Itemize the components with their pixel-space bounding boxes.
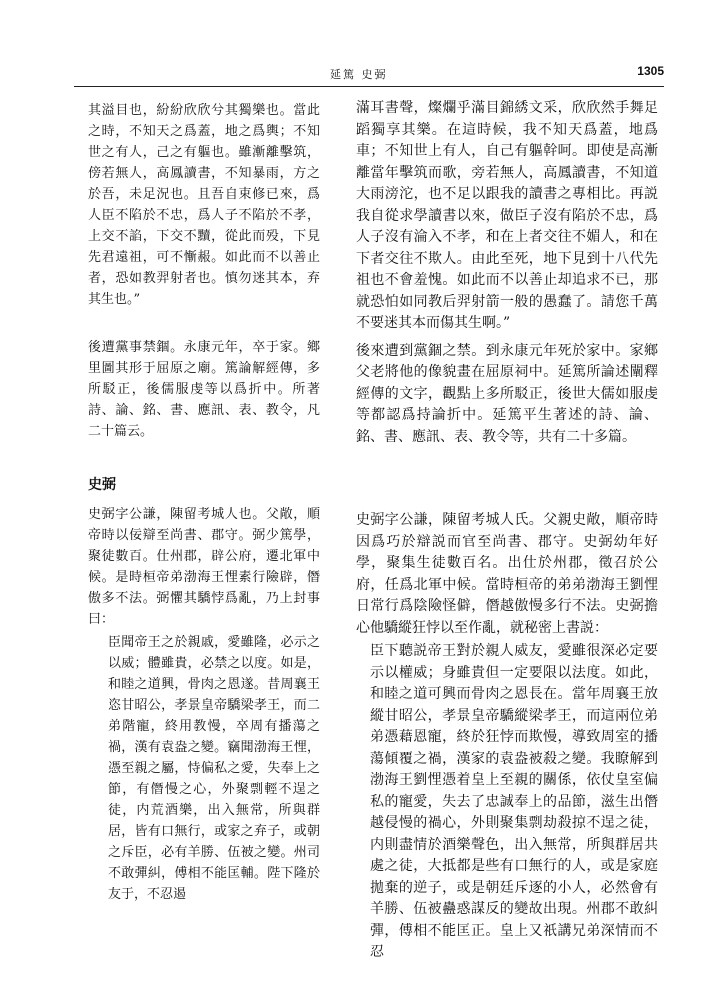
header-rule (74, 86, 664, 87)
translation-paragraph-3: 史弼字公謙，陳留考城人氏。父親史敞，順帝時因爲巧於辯説而官至尚書、郡守。史弼幼年好學，聚集生徒數百名。出仕於州郡，徵召於公府，任爲北軍中候。當時桓帝的弟弟渤海王劉悝日常行爲陰險怪僻，僭越傲慢多行不法。史弼擔心他驕縱狂悖以至作亂，就秘密上書説： (356, 512, 658, 636)
translation-memorial-quote: 臣下聽説帝王對於親人威友，愛雖很深必定要示以權威；身雖貴但一定要限以法度。如此，和睦之道可興而骨肉之恩長在。當年周襄王放縱甘昭公，孝景皇帝驕縱梁孝王，而這兩位弟弟憑藉恩寵，終於狂悖而欺慢，導致周室的播蕩傾覆之禍，漢家的袁盎被殺之變。我瞭解到渤海王劉悝憑着皇上至親的關係，依仗皇室偏私的寵愛，失去了忠誠奉上的品節，滋生出僭越侵慢的禍心，外則聚集剽劫殺掠不逞之徒，内則盡情於酒樂聲色，出入無常，所與群居共處之徒，大抵都是些有口無行的人，或是家庭拋棄的逆子，或是朝廷斥逐的小人，必然會有羊勝、伍被蠱惑謀反的變故出現。州郡不敢糾彈，傅相不能匡正。皇上又祇講兄弟深情而不忍 (370, 643, 658, 960)
translation-paragraph-1: 滿耳書聲，燦爛乎滿目錦綉文采，欣欣然手舞足蹈獨享其樂。在這時候，我不知天爲蓋，地爲車；不知世上有人，自己有軀幹呵。即使是高漸離當年擊筑而歌，旁若無人，高鳳讀書，不知道大雨滂沱，也不足以跟我的讀書之專相比。再説我自從求學讀書以來，做臣子沒有陷於不忠，爲人子沒有淪入不孝，和在上者交往不媚人，和在下者交往不欺人。由此至死，地下見到十八代先祖也不會羞愧。如此而不以善止却追求不已，那就恐怕如同教后羿射箭一般的愚蠢了。請您千萬不要迷其本而傷其生啊。” (356, 100, 658, 331)
classical-text-column (88, 100, 320, 905)
classical-paragraph-3: 史弼字公謙，陳留考城人也。父敞，順帝時以佞辯至尚書、郡守。弼少篤學，聚徒數百。仕州郡，辟公府，遷北軍中候。是時桓帝弟渤海王悝素行險辟，僭傲多不法。弼懼其驕悖爲亂，乃上封事曰： (88, 507, 320, 627)
translation-column (356, 98, 658, 964)
section-title: 史弼 (88, 477, 116, 493)
page-number: 1305 (637, 64, 664, 78)
paragraph-gap (88, 310, 320, 337)
classical-memorial-quote: 臣聞帝王之於親戚，愛雖隆，必示之以威；體雖貴，必禁之以度。如是，和睦之道興，骨肉之恩遂。昔周襄王恣甘昭公，孝景皇帝驕梁孝王，而二弟階寵，終用教慢，卒周有播蕩之禍，漢有袁盎之變。竊聞渤海王悝，憑至親之屬，恃偏私之愛，失奉上之節，有僭慢之心，外聚剽輕不逞之徒，内荒酒樂，出入無常，所與群居，皆有口無行，或家之弃子，或朝之斥臣，必有羊勝、伍被之變。州司不敢彈糾，傅相不能匡輔。陛下隆於友于，不忍遏 (108, 635, 320, 902)
running-title: 延篤 史弼 (330, 68, 388, 81)
classical-paragraph-2: 後遭黨事禁錮。永康元年，卒于家。鄉里圖其形于屈原之廟。篤論解經傳，多所駁正，後儒服虔等以爲折中。所著詩、論、銘、書、應訊、表、教令，凡二十篇云。 (88, 340, 320, 439)
classical-paragraph-1: 其溢目也，紛紛欣欣兮其獨樂也。當此之時，不知天之爲蓋，地之爲輿；不知世之有人，己之有軀也。雖漸離擊筑，傍若無人，高鳳讀書，不知暴雨，方之於吾，未足況也。且吾自束修已來，爲人臣不陷於不忠，爲人子不陷於不孝，上交不諂，下交不黷，從此而殁，下見先君遠祖，可不慚赧。如此而不以善止者，恐如教羿射者也。慎勿迷其本，弃其生也。” (88, 103, 320, 307)
translation-paragraph-2: 後來遭到黨錮之禁。到永康元年死於家中。家鄉父老將他的像貌畫在屈原祠中。延篤所論述闡釋經傳的文字，觀點上多所駁正，後世大儒如服虔等都認爲持論折中。延篤平生著述的詩、論、銘、書、應訊、表、教令等，共有二十多篇。 (356, 342, 658, 445)
